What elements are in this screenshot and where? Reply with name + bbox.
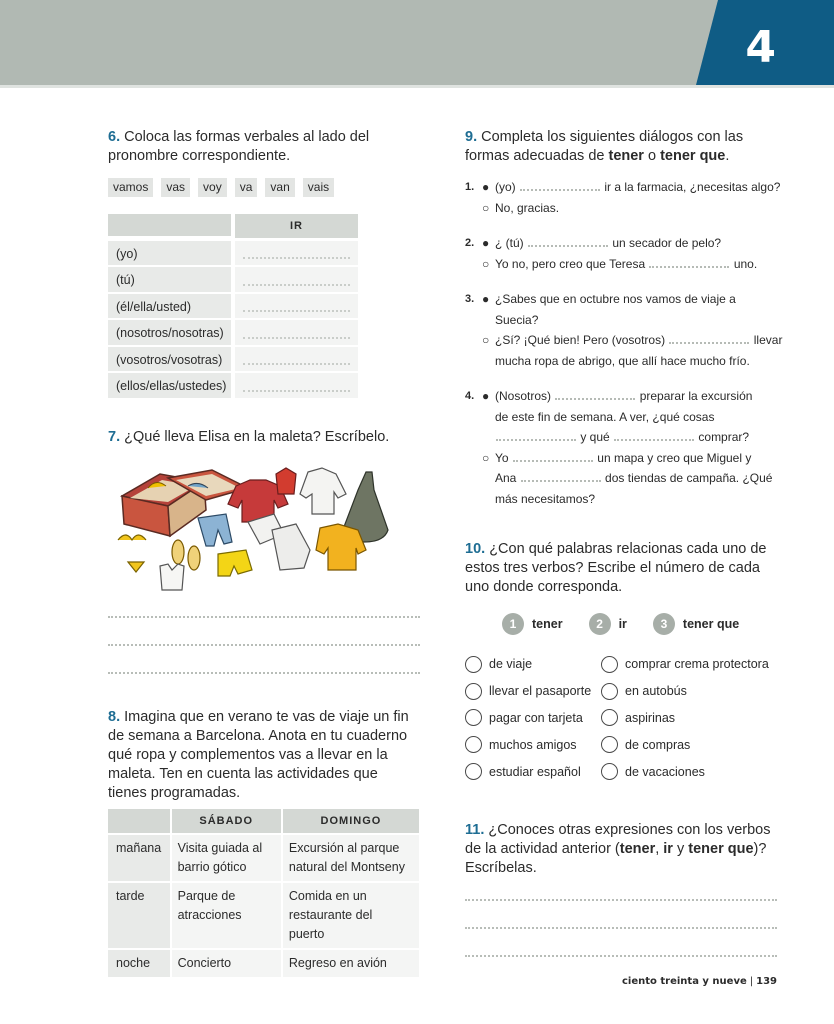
list-item: aspirinas [601,705,769,732]
answer-blank[interactable] [528,235,608,247]
answer-circle[interactable] [465,763,482,780]
table-row: (vosotros/vosotras) [108,347,358,374]
weekend-plan-table [108,809,419,979]
table-row: (nosotros/nosotras) [108,320,358,347]
answer-circle[interactable] [465,656,482,673]
answer-line[interactable] [108,644,420,646]
answer-blank[interactable] [496,429,576,441]
answer-line[interactable] [108,616,420,618]
table-header-row [108,214,358,241]
verb-number-badge: 1 [502,613,524,635]
ir-conjugation-table [108,214,358,400]
list-item: de vacaciones [601,758,769,785]
white-clothes-icon [248,514,310,570]
list-item: pagar con tarjeta [465,705,591,732]
ex6-title: 6. Coloca las formas verbales al lado del pronombre correspondiente. [108,129,370,164]
ex7-title: 7. ¿Qué lleva Elisa en la maleta? Escríbelo. [108,429,390,445]
answer-circle[interactable] [601,736,618,753]
verb-chips [108,178,334,197]
bikini-icon [118,535,146,572]
verb-number-badge: 2 [589,613,611,635]
ex9-title: 9. Completa los siguientes diálogos con las formas adecuadas de tener o tener que. [465,129,744,164]
answer-blank[interactable] [235,373,358,400]
yellow-shorts-icon [218,550,252,576]
answer-line[interactable] [465,927,777,929]
dialogue-3: 3. ● ¿Sabes que en octubre nos vamos de viaje a Suecia? ○ ¿Sí? ¡Qué bien! Pero (vosotros) llevar mucha ropa de abrigo, que allí hace mucho frío. [465,292,783,368]
header-divider [0,85,834,88]
table-row: (ellos/ellas/ustedes) [108,373,358,400]
jeans-icon [198,514,232,546]
sunday-header: DOMINGO [283,809,419,833]
table-row: (él/ella/usted) [108,294,358,321]
list-item: comprar crema protectora [601,651,769,678]
chapter-number: 4 [745,22,776,73]
answer-blank[interactable] [235,267,358,294]
saturday-header: SÁBADO [172,809,281,833]
list-item: de compras [601,731,769,758]
list-item: estudiar español [465,758,591,785]
table-row: mañana Visita guiada al barrio gótico Excursión al parque natural del Montseny [108,835,419,883]
dialogue-1: 1. ● (yo) ir a la farmacia, ¿necesitas algo? ○ No, gracias. [465,180,781,215]
verb-chip: voy [198,178,227,197]
verb-chip: vas [161,178,190,197]
answer-blank[interactable] [521,470,601,482]
answer-circle[interactable] [601,709,618,726]
options-left [465,651,591,785]
answer-blank[interactable] [235,320,358,347]
ex10-title: 10. ¿Con qué palabras relacionas cada uno de estos tres verbos? Escribe el número de cada uno donde corresponda. [465,541,767,595]
answer-line[interactable] [465,899,777,901]
list-item: de viaje [465,651,591,678]
verb-chip: va [235,178,258,197]
verb-legend: 1 tener 2 ir 3 tener que [502,613,765,635]
dialogue-4: 4. ● (Nosotros) preparar la excursión de este fin de semana. A ver, ¿qué cosas y qué comprar? ○ Yo un mapa y creo que Miguel y Ana dos tiendas de campaña. ¿Qué más necesitamos? [465,389,773,506]
ex8-title: 8. Imagina que en verano te vas de viaje un fin de semana a Barcelona. Anota en tu cuaderno qué ropa y complementos vas a llevar en la maleta. Ten en cuenta las actividades que tienes programadas. [108,709,409,801]
answer-blank[interactable] [520,179,600,191]
answer-blank[interactable] [649,256,729,268]
answer-blank[interactable] [669,332,749,344]
dialogue-2: 2. ● ¿ (tú) un secador de pelo? ○ Yo no, pero creo que Teresa uno. [465,236,758,271]
page-number: 139 [756,976,777,987]
answer-blank[interactable] [513,450,593,462]
verb-chip: vamos [108,178,153,197]
table-row: tarde Parque de atracciones Comida en un restaurante del puerto [108,883,419,950]
answer-circle[interactable] [465,709,482,726]
page-footer: ciento treinta y nueve | 139 [621,976,777,987]
tank-top-icon [160,564,184,590]
answer-line[interactable] [108,672,420,674]
answer-blank[interactable] [555,388,635,400]
answer-blank[interactable] [235,294,358,321]
table-row: (tú) [108,267,358,294]
options-right [601,651,769,785]
verb-chip: van [265,178,294,197]
answer-line[interactable] [465,955,777,957]
shirt-icon [300,468,346,514]
answer-blank[interactable] [235,347,358,374]
list-item: en autobús [601,678,769,705]
answer-circle[interactable] [465,736,482,753]
yellow-sweater-icon [316,524,366,570]
list-item: llevar el pasaporte [465,678,591,705]
suitcase-clothes-illustration [108,466,420,596]
table-row: (yo) [108,241,358,268]
verb-chip: vais [303,178,334,197]
list-item: muchos amigos [465,731,591,758]
answer-circle[interactable] [465,683,482,700]
answer-blank[interactable] [614,429,694,441]
verb-number-badge: 3 [653,613,675,635]
table-header-row [108,809,419,835]
ir-header: IR [235,214,358,240]
answer-blank[interactable] [235,241,358,268]
answer-circle[interactable] [601,683,618,700]
red-top-icon [276,468,296,494]
answer-circle[interactable] [601,656,618,673]
ex11-title: 11. ¿Conoces otras expresiones con los verbos de la actividad anterior (tener, ir y tener que)? Escríbelas. [465,822,771,876]
table-row: noche Concierto Regreso en avión [108,950,419,979]
answer-circle[interactable] [601,763,618,780]
